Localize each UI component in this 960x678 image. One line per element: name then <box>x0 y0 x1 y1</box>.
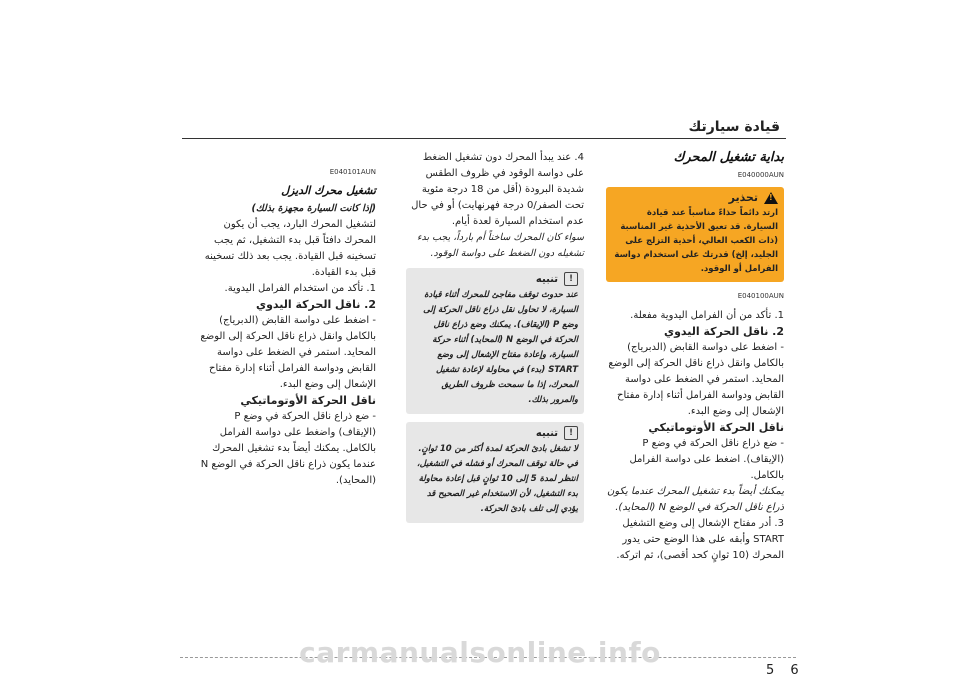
page-number-right: 6 <box>790 663 799 678</box>
caution-title: تنبيه <box>535 427 558 439</box>
caution-title: تنبيه <box>535 273 558 285</box>
caution-text: عند حدوث توقف مفاجئ للمحرك أثناء قيادة السيارة، لا تحاول نقل ذراع ناقل الحركة إلى وضع P (الإيقاف). يمكنك وضع ذراع ناقل الحركة في الوضع N (المحايد) أثناء حركة السيارة، وإعادة مفتاح الإشعال إلى وضع START (بدء) في محاولة لإعادة تشغيل المحرك، إذا ما سمحت ظروف الطريق والمرور بذلك. <box>423 290 578 405</box>
header-rule <box>182 138 786 139</box>
warning-title: تحذير <box>728 191 758 204</box>
caution-icon: ! <box>564 426 578 440</box>
warning-text: ارتد دائماً حذاءً مناسباً عند قيادة السيارة. قد تعيق الأحذية غير المناسبة (ذات الكعب العالي، أحذية التزلج على الجليد، إلخ) قدرتك على استخدام دواسة الفرامل أو الوقود. <box>614 208 778 274</box>
step-1: 1. تأكد من أن الفرامل اليدوية مفعلة. <box>630 310 784 321</box>
chapter-title: قيادة سيارتك <box>688 119 780 135</box>
section-title-starting-engine: بداية تشغيل المحرك <box>673 150 784 165</box>
warning-box <box>606 187 784 282</box>
right-column <box>606 150 784 564</box>
diesel-title: تشغيل محرك الديزل <box>281 184 376 197</box>
page-number-left: 5 <box>766 663 775 678</box>
step-4-note: سواء كان المحرك ساخناً أم بارداً، يجب بدء تشغيله دون الضغط على دواسة الوقود. <box>416 232 584 259</box>
automatic-heading: ناقل الحركة الأوتوماتيكي <box>648 421 784 434</box>
diesel-automatic-text: - ضع ذراع ناقل الحركة في وضع P (الإيقاف) واضغط على دواسة الفرامل بالكامل. يمكنك أيضاً بدء تشغيل المحرك عندما يكون ذراع ناقل الحركة في الوضع N (المحايد). <box>200 411 376 486</box>
automatic-note: يمكنك أيضاً بدء تشغيل المحرك عندما يكون ذراع ناقل الحركة في الوضع N (المحايد). <box>606 486 784 513</box>
diesel-step-1: 1. تأكد من استخدام الفرامل اليدوية. <box>224 283 376 294</box>
section-code: E040101AUN <box>329 168 376 176</box>
watermark: carmanualsonline.info <box>299 636 661 669</box>
diesel-subtitle: (إذا كانت السيارة مجهزة بذلك) <box>251 203 376 214</box>
caution-box-1 <box>406 268 584 414</box>
step-3: 3. أدر مفتاح الإشعال إلى وضع التشغيل START وأبقه على هذا الوضع حتى يدور المحرك (10 ثوانٍ كحد أقصى)، ثم اتركه. <box>616 518 784 561</box>
step-4: 4. عند يبدأ المحرك دون تشغيل الضغط على دواسة الوقود في ظروف الطقس شديدة البرودة (أقل من 18 درجة مئوية تحت الصفر/0 درجة فهرنهايت) أو في حال عدم استخدام السيارة لعدة أيام. <box>411 152 584 227</box>
caution-text: لا تشغل بادئ الحركة لمدة أكثر من 10 ثوانٍ. في حالة توقف المحرك أو فشله في التشغيل، انتظر لمدة 5 إلى 10 ثوانٍ قبل إعادة محاولة بدء التشغيل، لأن الاستخدام غير الصحيح قد يؤدي إلى تلف بادئ الحركة. <box>416 444 578 514</box>
caution-icon: ! <box>564 272 578 286</box>
warning-icon <box>764 192 778 204</box>
section-code: E040100AUN <box>737 292 784 300</box>
diesel-automatic-heading: ناقل الحركة الأوتوماتيكي <box>240 394 376 407</box>
step-2-heading: 2. ناقل الحركة اليدوي <box>663 325 784 338</box>
diesel-step-2-heading: 2. ناقل الحركة اليدوي <box>255 298 376 311</box>
step-2-text: - اضغط على دواسة القابض (الدبرياج) بالكامل وانقل ذراع ناقل الحركة إلى الوضع المحايد. استمر في الضغط على دواسة القابض ودواسة الفرامل أثناء إدارة مفتاح الإشعال إلى وضع البدء. <box>608 342 784 417</box>
middle-column <box>406 150 584 531</box>
diesel-step-2-text: - اضغط على دواسة القابض (الدبرياج) بالكامل وانقل ذراع ناقل الحركة إلى الوضع المحايد. استمر في الضغط على دواسة القابض ودواسة الفرامل أثناء إدارة مفتاح الإشعال إلى وضع البدء. <box>200 315 376 390</box>
diesel-intro: لتشغيل المحرك البارد، يجب أن يكون المحرك دافئاً قبل بدء التشغيل، ثم يجب تسخينه قبل القيادة. يجب بعد ذلك تسخينه قبل بدء القيادة. <box>204 219 376 278</box>
left-column <box>198 162 376 489</box>
automatic-text: - ضع ذراع ناقل الحركة في وضع P (الإيقاف). اضغط على دواسة الفرامل بالكامل. <box>629 438 784 481</box>
caution-box-2 <box>406 422 584 523</box>
section-code: E040000AUN <box>737 171 784 179</box>
